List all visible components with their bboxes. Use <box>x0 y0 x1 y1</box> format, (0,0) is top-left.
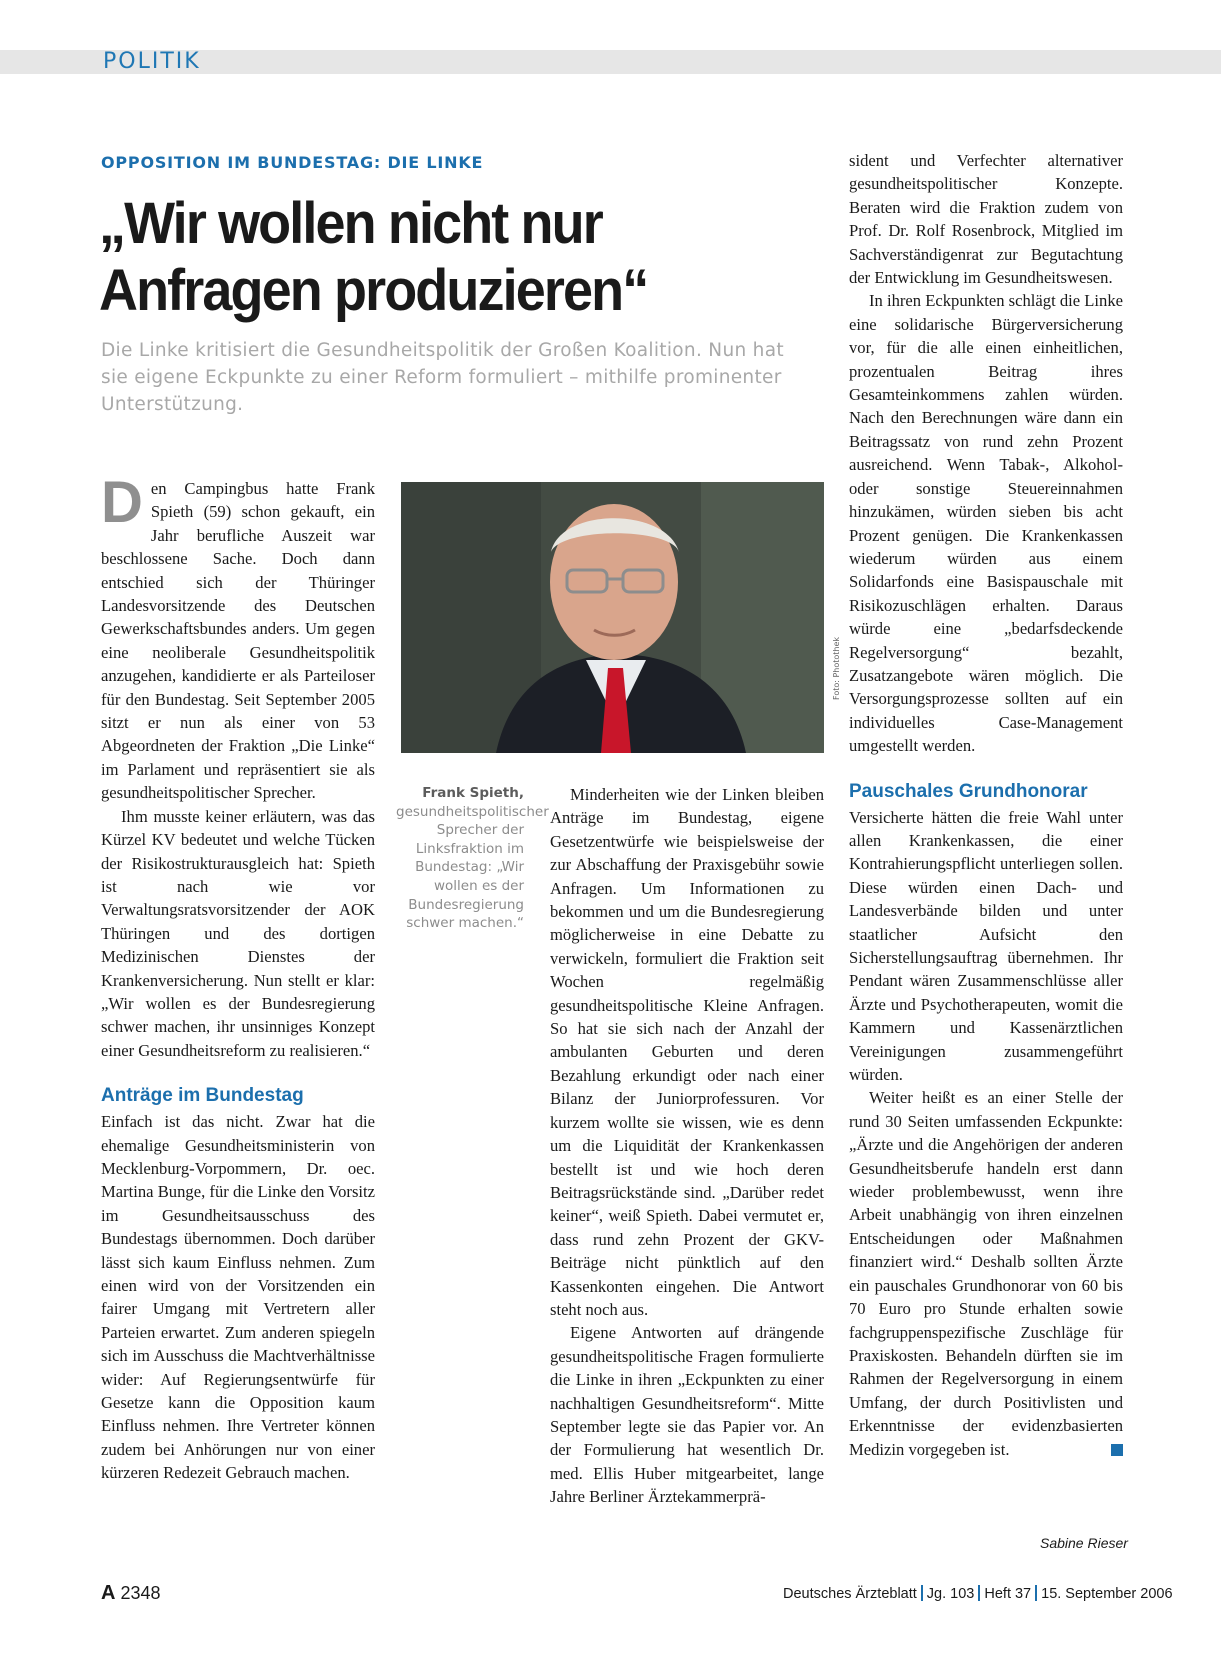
page-letter: A <box>101 1582 116 1604</box>
paragraph: sident und Verfechter alternativer gesundheitspolitischer Konzepte. Beraten wird die Fraktion zudem von Prof. Dr. Rolf Rosenbrock, Mitglied im Sachverständigenrat zur Begutachtung der Entwicklung im Gesundheitswesen. <box>849 151 1123 288</box>
photo-caption <box>396 784 549 933</box>
column-3 <box>849 149 1123 1461</box>
portrait-photo <box>401 482 824 753</box>
caption-text: gesundheitspolitischer Sprecher der Linksfraktion im Bundestag: „Wir wollen es der Bundesregierung schwer machen.“ <box>396 803 549 932</box>
paragraph: Ihm musste keiner erläutern, was das Kürzel KV bedeutet und welche Tücken der Risikostrukturausgleich hat: Spieth ist nach wie vor Verwaltungsratsvorsitzender der AOK Thüringen und des dortigen Medizinischen Dienstes der Krankenversicherung. Nun stellt er klar: „Wir wollen es der Bundesregierung schwer machen, ihr unsinniges Konzept einer Gesundheitsreform zu realisieren.“ <box>101 806 375 1060</box>
paragraph: Eigene Antworten auf drängende gesundheitspolitische Fragen formulierte die Linke in ihren „Eckpunkten zu einer nachhaltigen Gesundheitsreform“. Mitte September legte sie das Papier vor. An der Formulierung hat wesentlich Dr. med. Ellis Huber mitgearbeitet, lange Jahre Berliner Ärztekammerprä- <box>550 1323 824 1507</box>
paragraph: Weiter heißt es an einer Stelle der rund 30 Seiten umfassenden Eckpunkte: „Ärzte und die Angehörigen der anderen Gesundheitsberufe handeln erst dann wieder problembewusst, wenn ihre Arbeit unabhängig von ihren einzelnen Entscheidungen oder Maßnahmen finanziert wird.“ Deshalb sollten Ärzte ein pauschales Grundhonorar von 60 bis 70 Euro pro Stunde erhalten sowie fachgruppenspezifische Zuschläge für Praxiskosten. Behandeln dürften sie im Rahmen der Regelversorgung in einem Umfang, der durch Positivlisten und Erkenntnisse der evidenzbasierten Medizin vorgegeben ist. <box>849 1088 1123 1459</box>
paragraph: Den Campingbus hatte Frank Spieth (59) schon gekauft, ein Jahr berufliche Auszeit war beschlossene Sache. Doch dann entschied sich der Thüringer Landesvorsitzende des Deutschen Gewerkschaftsbundes anders. Um gegen eine neoliberale Gesundheitspolitik anzugehen, kandidierte er als Parteiloser für den Bundestag. Seit September 2005 sitzt er nun als einer von 53 Abgeordneten der Fraktion „Die Linke“ im Parlament und repräsentiert sie als gesundheitspolitischer Sprecher. <box>101 470 375 803</box>
section-label: POLITIK <box>103 49 201 74</box>
paragraph: Versicherte hätten die freie Wahl unter allen Krankenkassen, die einer Kontrahierungspflicht unterliegen sollen. Diese würden einen Dach- und Landesverbände bilden und unter staatlicher Aufsicht den Sicherstellungsauftrag übernehmen. Ihr Pendant wären Zusammenschlüsse aller Ärzte und Psychotherapeuten, womit die Kammern und Kassenärztlichen Vereinigungen zusammengeführt würden. <box>849 807 1123 1085</box>
divider <box>1035 1585 1037 1601</box>
footer-citation <box>783 1585 1173 1602</box>
journal-name: Deutsches Ärzteblatt <box>783 1586 917 1602</box>
author-byline: Sabine Rieser <box>1040 1535 1128 1551</box>
journal-date: 15. September 2006 <box>1041 1586 1173 1602</box>
paragraph: In ihren Eckpunkten schlägt die Linke eine solidarische Bürgerversicherung vor, für die alle einen einheitlichen, prozentualen Beitrag ihres Gesamteinkommens zahlen würden. Nach den Berechnungen wäre dann ein Beitragssatz von rund zehn Prozent ausreichend. Wenn Tabak-, Alkohol- oder sonstige Steuereinnahmen hinzukämen, würden sieben bis acht Prozent genügen. Die Krankenkassen wiederum würden aus einem Solidarfonds eine Basispauschale mit Risikozuschlägen erhalten. Daraus würde eine „bedarfsdeckende Regelversorgung“ bezahlt, Zusatzangebote wären möglich. Die Versorgungsprozesse sollten auf ein individuelles Case-Management umgestellt werden. <box>849 291 1123 756</box>
drop-cap: D <box>101 470 143 535</box>
photo-credit: Foto: Photothek <box>832 636 841 700</box>
headline: „Wir wollen nicht nur Anfragen produzieren“ <box>99 191 648 323</box>
paragraph: Minderheiten wie der Linken bleiben Anträge im Bundestag, eigene Gesetzentwürfe wie beispielsweise der zur Abschaffung der Praxisgebühr sowie Anfragen. Um Informationen zu bekommen und um die Bundesregierung möglicherweise in eine Debatte zu verwickeln, formuliert die Fraktion seit Wochen regelmäßig gesundheitspolitische Kleine Anfragen. So hat sie sich nach der Anzahl der ambulanten Geburten und deren Bezahlung erkundigt oder nach einer Bilanz der Juniorprofessuren. Vor kurzem wollte sie wissen, wie es denn um die Liquidität der Krankenkassen bestellt ist und wie hoch deren Beitragsrückstände sind. „Darüber redet keiner“, weiß Spieth. Dabei vermutet er, dass rund zehn Prozent der GKV-Beiträge nicht pünktlich auf den Kassenkonten eingehen. Die Antwort steht noch aus. <box>550 785 824 1319</box>
divider <box>921 1585 923 1601</box>
paragraph: Einfach ist das nicht. Zwar hat die ehemalige Gesundheitsministerin von Mecklenburg-Vorpommern, Dr. oec. Martina Bunge, für die Linke den Vorsitz im Gesundheitsausschuss des Bundestags übernommen. Doch darüber lässt sich kaum Einfluss nehmen. Zum einen wird von der Vorsitzenden ein fairer Umgang mit Vertretern aller Parteien erwartet. Zum anderen spiegeln sich im Ausschuss die Machtverhältnisse wider: Auf Regierungsentwürfe für Gesetze kann die Opposition kaum Einfluss nehmen. Ihre Vertreter können zudem bei Anhörungen nur von einer kürzeren Redezeit Gebrauch machen. <box>101 1112 375 1483</box>
subheading: Pauschales Grundhonorar <box>849 780 1088 802</box>
divider <box>978 1585 980 1601</box>
journal-issue: Heft 37 <box>984 1586 1032 1602</box>
portrait-illustration <box>401 482 824 753</box>
end-mark-icon <box>1111 1444 1123 1456</box>
kicker: OPPOSITION IM BUNDESTAG: DIE LINKE <box>101 153 484 172</box>
journal-volume: Jg. 103 <box>926 1586 975 1602</box>
page-number <box>101 1582 161 1605</box>
deck: Die Linke kritisiert die Gesundheitspolitik der Großen Koalition. Nun hat sie eigene Eckpunkte zu einer Reform formuliert – mithilfe prominenter Unterstützung. <box>101 340 784 415</box>
page-number-value: 2348 <box>120 1583 161 1603</box>
subheading: Anträge im Bundestag <box>101 1085 304 1107</box>
column-1 <box>101 470 375 1485</box>
column-2 <box>550 783 824 1509</box>
caption-name: Frank Spieth, <box>422 785 524 801</box>
